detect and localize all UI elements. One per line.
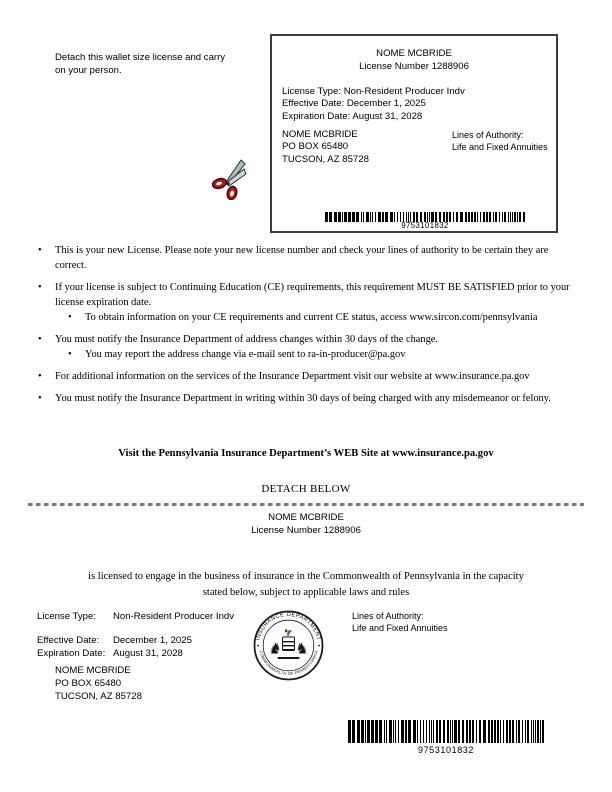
pa-insurance-department-seal-icon [251,608,326,683]
card-lines-of-authority [452,130,548,153]
license-statement [26,569,586,600]
card-barcode [325,209,525,219]
notice-text: You may report the address change via e-mail sent to ra-in-producer@pa.gov [85,349,406,360]
card-license-type: License Type: Non-Resident Producer Indv [282,86,465,97]
svg-text:🦅: 🦅 [284,629,293,637]
notices-list [38,243,579,406]
bullet-icon: • [38,245,42,256]
certificate-barcode-number: 9753101832 [417,745,475,755]
svg-text:♞: ♞ [295,639,309,658]
notice-text: If your license is subject to Continuing Education (CE) requirements, this requirement MUST BE SATISFIED prior to your license expiration date. [55,282,570,308]
expiration-date-row [37,648,183,659]
license-type-row [37,611,234,622]
certificate-address-line: NOME MCBRIDE [55,665,131,676]
card-license-number: License Number 1288906 [359,61,469,72]
certificate-holder-name: NOME MCBRIDE [268,512,344,523]
scissors-icon [211,156,253,200]
bullet-icon: • [38,371,42,382]
certificate-mailing-address [55,664,142,703]
effective-date-value: December 1, 2025 [113,635,192,646]
notice-text: You must notify the Insurance Department in writing within 30 days of being charged with any misdemeanor or felony. [55,393,551,404]
notice-item [38,280,579,310]
bullet-icon: • [38,334,42,345]
seal-bottom-text: COMMONWEALTH OF PENNSYLVANIA [258,650,319,677]
notice-item [38,369,579,384]
license-type-label: License Type: [37,611,97,622]
certificate-address-line: PO BOX 65480 [55,678,122,689]
detach-dashed-line [28,503,584,506]
bullet-icon: • [38,393,42,404]
card-address-line: PO BOX 65480 [282,141,349,153]
seal-top-text: INSURANCE DEPARTMENT [255,611,322,642]
certificate-address-line: TUCSON, AZ 85728 [55,691,142,702]
web-site-banner: Visit the Pennsylvania Insurance Department’s WEB Site at www.insurance.pa.gov [118,448,494,459]
svg-text:♞: ♞ [268,639,282,658]
card-lines-of-authority-value: Life and Fixed Annuities [452,141,548,152]
notice-text: For additional information on the services of the Insurance Department visit our website at www.insurance.pa.gov [55,371,530,382]
notice-item [38,332,579,347]
detach-below-label: DETACH BELOW [261,483,351,495]
effective-date-label: Effective Date: [37,635,100,646]
certificate-license-number: License Number 1288906 [251,525,361,536]
certificate-lines-of-authority-value: Life and Fixed Annuities [352,622,448,633]
bullet-icon: • [68,349,72,360]
license-statement-line: stated below, subject to applicable laws and rules [202,586,410,598]
card-mailing-address [282,129,369,166]
effective-date-row [37,635,192,646]
certificate-barcode [348,720,544,743]
card-lines-of-authority-label: Lines of Authority: [452,130,524,140]
detach-instruction: Detach this wallet size license and carry on your person. [55,52,226,76]
card-address-line: NOME MCBRIDE [282,129,358,140]
card-expiration-date: Expiration Date: August 31, 2028 [282,110,423,122]
notice-text: You must notify the Insurance Department of address changes within 30 days of the change. [55,334,439,345]
notice-text: This is your new License. Please note your new license number and check your lines of authority to be certain they are correct. [55,245,549,271]
seal-coat-of-arms [268,628,308,659]
notice-item [38,243,579,273]
card-barcode-number: 9753101832 [401,221,449,230]
card-holder-name: NOME MCBRIDE [376,48,452,59]
expiration-date-label: Expiration Date: [37,648,106,659]
card-address-line: TUCSON, AZ 85728 [282,153,369,165]
bullet-icon: • [68,312,72,323]
wallet-license-card [270,34,558,233]
notice-text: To obtain information on your CE requirements and current CE status, access www.sircon.com/pennsylvania [85,312,538,323]
notice-item [68,347,579,362]
license-type-value: Non-Resident Producer Indv [113,611,235,622]
expiration-date-value: August 31, 2028 [113,648,183,659]
license-statement-line: is licensed to engage in the business of insurance in the Commonwealth of Pennsylvania in the capacity [88,571,524,582]
notice-item [68,310,579,325]
card-license-details [282,86,465,123]
certificate-lines-of-authority [352,611,448,634]
card-effective-date: Effective Date: December 1, 2025 [282,98,426,110]
notice-item [38,391,579,406]
certificate-lines-of-authority-label: Lines of Authority: [352,611,424,621]
bullet-icon: • [38,282,42,293]
